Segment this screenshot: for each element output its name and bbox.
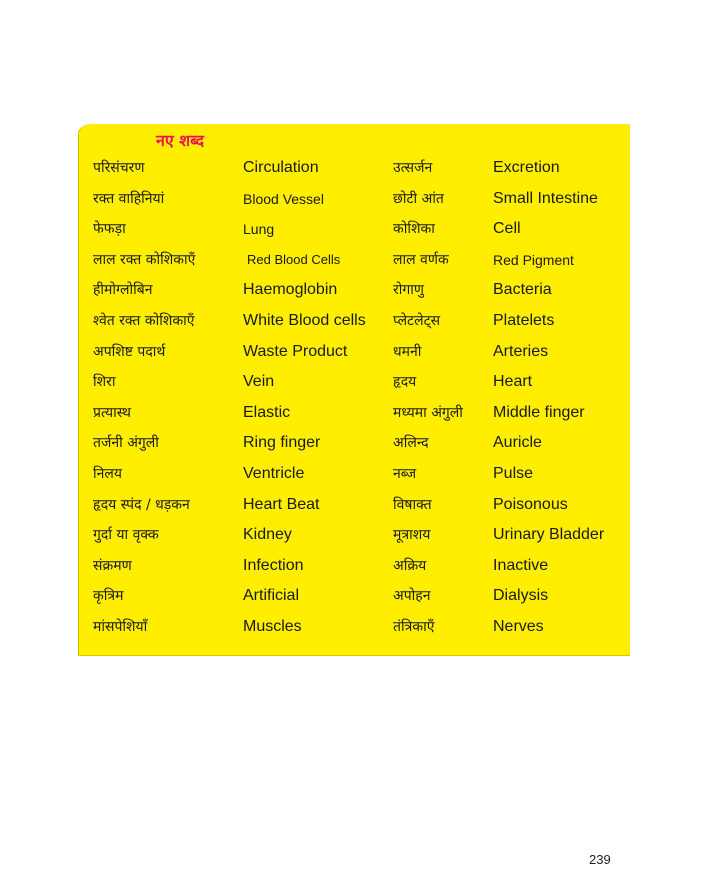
english-term: Urinary Bladder [493, 526, 605, 544]
english-term: Red Pigment [493, 251, 574, 268]
english-term: Blood Vessel [243, 190, 324, 207]
glossary-row [79, 461, 631, 492]
english-term: Circulation [243, 159, 319, 176]
hindi-term: रक्त वाहिनियां [93, 190, 165, 207]
glossary-row [79, 369, 631, 400]
glossary-row [79, 553, 631, 584]
english-term: Dialysis [493, 587, 549, 605]
hindi-term: प्रत्यास्थ [93, 404, 131, 421]
english-term: Elastic [243, 403, 291, 421]
hindi-term: मध्यमा अंगुली [393, 404, 463, 421]
hindi-term: हृदय स्पंद / धड़कन [93, 496, 190, 513]
hindi-term: उत्सर्जन [393, 160, 433, 176]
hindi-term: हीमोग्लोबिन [93, 282, 153, 299]
english-term: Ring finger [243, 434, 321, 452]
hindi-term: कृत्रिम [93, 588, 124, 605]
hindi-term: परिसंचरण [93, 160, 145, 176]
english-term: Vein [243, 373, 275, 391]
glossary-row [79, 216, 631, 247]
english-term: Auricle [493, 434, 542, 452]
english-term: Red Blood Cells [247, 251, 341, 267]
hindi-term: लाल रक्त कोशिकाएँ [93, 251, 196, 268]
hindi-term: तर्जनी अंगुली [93, 435, 159, 452]
english-term: Nerves [493, 617, 544, 635]
glossary-row [79, 186, 631, 217]
glossary-row [79, 247, 631, 278]
hindi-term: अक्रिय [393, 557, 427, 574]
english-term: Ventricle [243, 464, 305, 482]
hindi-term: फेफड़ा [93, 221, 126, 238]
glossary-row [79, 522, 631, 553]
glossary-box [78, 124, 630, 656]
english-term: Platelets [493, 311, 555, 329]
english-term: Inactive [493, 556, 549, 574]
hindi-term: रोगाणु [393, 282, 424, 299]
hindi-term: गुर्दा या वृक्क [93, 527, 159, 544]
english-term: Muscles [243, 617, 302, 635]
english-term: Lung [243, 221, 275, 238]
hindi-term: नब्ज [393, 465, 417, 482]
hindi-term: अपशिष्ट पदार्थ [93, 343, 166, 360]
hindi-term: श्वेत रक्त कोशिकाएँ [93, 312, 195, 329]
glossary-table [79, 155, 631, 645]
english-term: Kidney [243, 526, 292, 544]
hindi-term: छोटी आंत [393, 190, 444, 207]
glossary-row [79, 277, 631, 308]
hindi-term: हृदय [393, 374, 417, 391]
english-term: Poisonous [493, 495, 568, 513]
glossary-row [79, 155, 631, 186]
english-term: Arteries [493, 342, 549, 360]
hindi-term: अपोहन [393, 588, 431, 605]
hindi-term: संक्रमण [93, 557, 132, 574]
hindi-term: प्लेटलेट्स [393, 312, 441, 329]
hindi-term: मांसपेशियाँ [93, 618, 148, 635]
hindi-term: मूत्राशय [393, 527, 431, 544]
english-term: Bacteria [493, 281, 552, 299]
glossary-row [79, 308, 631, 339]
hindi-term: धमनी [393, 343, 422, 360]
glossary-row [79, 400, 631, 431]
english-term: Cell [493, 220, 521, 238]
english-term: Heart [493, 373, 533, 391]
english-term: White Blood cells [243, 311, 366, 329]
glossary-row [79, 339, 631, 370]
glossary-row [79, 583, 631, 614]
hindi-term: तंत्रिकाएँ [393, 618, 435, 635]
hindi-term: शिरा [93, 374, 116, 391]
hindi-term: लाल वर्णक [393, 251, 449, 268]
glossary-title: नए शब्द [156, 131, 205, 150]
english-term: Infection [243, 556, 304, 574]
english-term: Small Intestine [493, 189, 598, 207]
hindi-term: विषाक्त [393, 496, 432, 513]
english-term: Excretion [493, 159, 560, 176]
hindi-term: अलिन्द [393, 435, 429, 452]
english-term: Haemoglobin [243, 281, 338, 299]
english-term: Middle finger [493, 403, 585, 421]
english-term: Pulse [493, 464, 534, 482]
glossary-row [79, 430, 631, 461]
english-term: Waste Product [243, 342, 348, 360]
hindi-term: निलय [93, 465, 123, 482]
hindi-term: कोशिका [393, 221, 435, 238]
english-term: Heart Beat [243, 495, 320, 513]
glossary-row [79, 492, 631, 523]
english-term: Artificial [243, 587, 300, 605]
page-number: 239 [589, 852, 611, 867]
glossary-row [79, 614, 631, 645]
